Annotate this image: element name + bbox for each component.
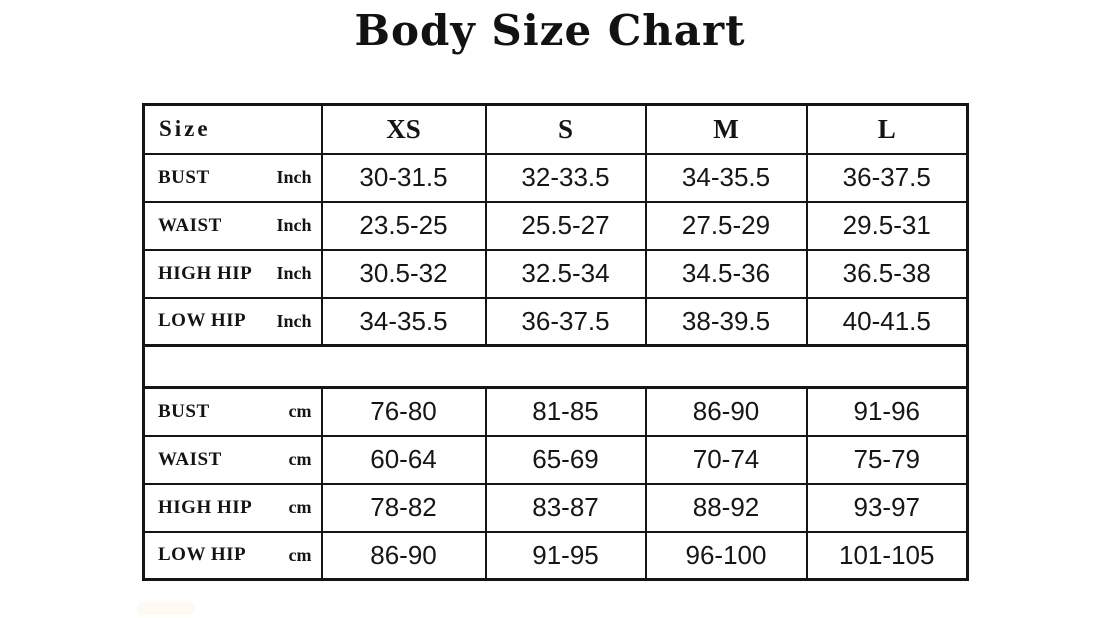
row-lowhip-cm: [144, 532, 968, 580]
label-cell: [144, 250, 322, 298]
value-cell: 96-100: [646, 532, 807, 580]
faint-artifact: [137, 602, 195, 615]
value-cell: 78-82: [322, 484, 486, 532]
value-cell: 34-35.5: [646, 154, 807, 202]
value-cell: 30-31.5: [322, 154, 486, 202]
value-cell: 36.5-38: [807, 250, 968, 298]
value-cell: 34-35.5: [322, 298, 486, 346]
label-wrap: [145, 389, 321, 435]
label-wrap: [145, 251, 321, 297]
row-bust-inch: [144, 154, 968, 202]
row-label: BUST: [158, 166, 210, 188]
row-label: LOW HIP: [158, 544, 247, 566]
unit-label: Inch: [276, 215, 312, 235]
value-cell: 40-41.5: [807, 298, 968, 346]
label-wrap: [145, 437, 321, 483]
label-cell: [144, 388, 322, 436]
label-wrap: [145, 155, 321, 201]
label-wrap: [145, 485, 321, 531]
col-header-m: M: [646, 105, 807, 154]
row-label: LOW HIP: [158, 310, 247, 332]
unit-label: cm: [288, 449, 312, 469]
row-waist-inch: [144, 202, 968, 250]
label-cell: [144, 532, 322, 580]
label-cell: [144, 484, 322, 532]
row-label: WAIST: [158, 214, 222, 236]
header-row: [144, 105, 968, 154]
label-wrap: [145, 299, 321, 345]
value-cell: 76-80: [322, 388, 486, 436]
col-header-xs: XS: [322, 105, 486, 154]
col-header-s: S: [486, 105, 646, 154]
label-cell: [144, 436, 322, 484]
label-wrap: [145, 533, 321, 579]
unit-label: cm: [288, 497, 312, 517]
value-cell: 38-39.5: [646, 298, 807, 346]
row-highhip-cm: [144, 484, 968, 532]
row-label: WAIST: [158, 448, 222, 470]
row-waist-cm: [144, 436, 968, 484]
value-cell: 36-37.5: [486, 298, 646, 346]
value-cell: 91-95: [486, 532, 646, 580]
value-cell: 27.5-29: [646, 202, 807, 250]
label-cell: [144, 298, 322, 346]
unit-label: Inch: [276, 263, 312, 283]
value-cell: 83-87: [486, 484, 646, 532]
row-label: BUST: [158, 400, 210, 422]
value-cell: 60-64: [322, 436, 486, 484]
size-header-cell: Size: [144, 105, 322, 154]
label-cell: [144, 202, 322, 250]
spacer-cell: [144, 346, 968, 388]
spacer-row: [144, 346, 968, 388]
row-lowhip-inch: [144, 298, 968, 346]
page-title: Body Size Chart: [354, 6, 746, 55]
row-highhip-inch: [144, 250, 968, 298]
value-cell: 32-33.5: [486, 154, 646, 202]
value-cell: 70-74: [646, 436, 807, 484]
value-cell: 23.5-25: [322, 202, 486, 250]
value-cell: 29.5-31: [807, 202, 968, 250]
row-label: HIGH HIP: [158, 496, 253, 518]
unit-label: Inch: [276, 310, 312, 331]
col-header-l: L: [807, 105, 968, 154]
label-cell: [144, 154, 322, 202]
row-bust-cm: [144, 388, 968, 436]
value-cell: 65-69: [486, 436, 646, 484]
body-size-chart-table: [142, 103, 969, 581]
value-cell: 34.5-36: [646, 250, 807, 298]
value-cell: 25.5-27: [486, 202, 646, 250]
value-cell: 30.5-32: [322, 250, 486, 298]
value-cell: 36-37.5: [807, 154, 968, 202]
row-label: HIGH HIP: [158, 262, 253, 284]
value-cell: 91-96: [807, 388, 968, 436]
value-cell: 93-97: [807, 484, 968, 532]
value-cell: 101-105: [807, 532, 968, 580]
value-cell: 88-92: [646, 484, 807, 532]
unit-label: cm: [288, 401, 312, 422]
value-cell: 86-90: [646, 388, 807, 436]
value-cell: 81-85: [486, 388, 646, 436]
value-cell: 86-90: [322, 532, 486, 580]
unit-label: cm: [288, 544, 312, 565]
value-cell: 32.5-34: [486, 250, 646, 298]
value-cell: 75-79: [807, 436, 968, 484]
label-wrap: [145, 203, 321, 249]
unit-label: Inch: [276, 167, 312, 187]
